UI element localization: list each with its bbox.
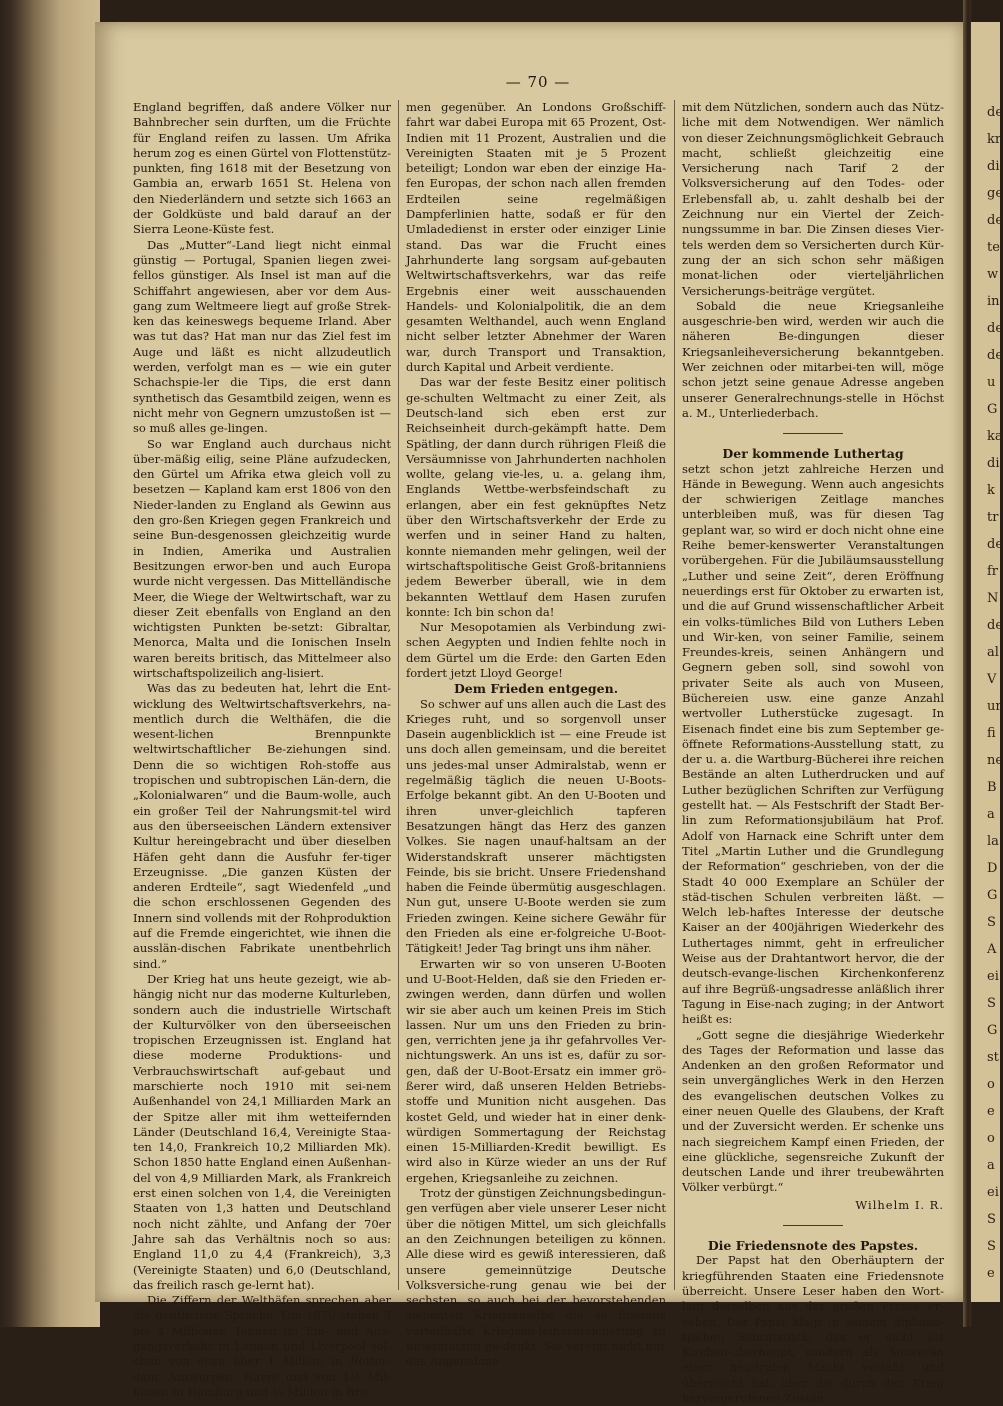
article-heading-frieden: Dem Frieden entgegen. (453, 681, 619, 697)
adjacent-page-fragment: o (987, 1077, 995, 1092)
paragraph: Das war der feste Besitz einer politisch ge-schulten Weltmacht zu einer Zeit, als Deutsch-land sich eben erst zur Reichseinheit durch-gekämpft hatte. Dem Spätling, der dann durch rührigen Fleiß die Versäumnisse von Jahrhunderten nachholen wollte, gelang vie-les, u. a. gelang ihm, Englands Wettbe-werbsfeindschaft zu erlangen, aber ein fest geknüpftes Netz über den Wirtschaftsverkehr der Erde zu werfen und in seiner Hand zu halten, konnte niemanden mehr gelingen, weil der wirtschaftspolitische Geist Groß-britanniens jedem Bewerber überall, wie in dem bekannten Wettlauf dem Hasen zurufen konnte: Ich bin schon da! (406, 375, 666, 619)
adjacent-page-fragment: di (987, 456, 1000, 471)
section-divider (783, 1225, 843, 1226)
adjacent-page-fragment: G (987, 1023, 998, 1038)
book-spine-edge (0, 0, 100, 1327)
adjacent-page-fragment: o (987, 1131, 995, 1146)
adjacent-page-fragment: la (987, 834, 999, 849)
paragraph: „Gott segne die diesjährige Wiederkehr des Tages der Reformation und lasse das Andenken an den großen Reformator und sein unvergängliches Werk in den Herzen des evangelischen deutschen Volkes zu einer neuen Quelle des Glaubens, der Kraft und der Zuversicht werden. Er schenke uns nach siegreichem Kampf einen Frieden, der eine glückliche, segensreiche Zukunft der deutschen Lande und ihrer treubewährten Völker verbürgt.“ (682, 1027, 944, 1195)
adjacent-page-fragment: di (987, 159, 1000, 174)
adjacent-page-fragment: G (987, 402, 998, 417)
paragraph: Was das zu bedeuten hat, lehrt die Ent-wicklung des Weltwirtschaftsverkehrs, na-mentlich durch die Welthäfen, die die wesent-lichen Brennpunkte weltwirtschaftlicher Be-ziehungen sind. Denn die so wichtigen Roh-stoffe aus tropischen und subtropischen Län-dern, die „Kolonialwaren“ und die Baum-wolle, auch ein großer Teil der Nahrungsmit-tel wird aus den überseeischen Ländern extensiver Kultur hereingebracht und über dieselben Häfen geht dann die Ausfuhr fer-tiger Erzeugnisse. „Die ganzen Küsten der anderen Erdteile“, sagt Wiedenfeld „und die schon erschlossenen Gegenden des Innern sind vollends mit der Rohproduktion auf die Fremde eingerichtet, wie ihnen die ausslän-dischen Fabrikate unentbehrlich sind.“ (133, 681, 391, 971)
adjacent-page-fragment: e (987, 1266, 995, 1281)
column-rule (398, 100, 399, 1290)
paragraph: setzt schon jetzt zahlreiche Herzen und Hände in Bewegung. Wenn auch angesichts der schwierigen Zeitlage manches unterbleiben muß, was für diesen Tag geplant war, so wird er doch nicht ohne eine Reihe bemer-kenswerter Veranstaltungen vorübergehen. Für die Jubiläumsausstellung „Luther und seine Zeit“, deren Eröffnung neuerdings erst für Oktober zu erwarten ist, und die auf Grund wissenschaftlicher Arbeit ein volks-tümliches Bild von Luthers Leben und Wir-ken, von seiner Familie, seinem Freundes-kreis, seinen Anhängern und Gegnern geben soll, sind sowohl von privater Seite als auch von Museen, Büchereien usw. eine ganze Anzahl wertvoller Lutherstücke zugesagt. In Eisenach findet eine bis zum September ge-öffnete Reformations-Ausstellung statt, zu der u. a. die Wartburg-Bücherei ihre reichen Bestände an alten Lutherdrucken und auf Luther bezüglichen Schriften zur Verfügung gestellt hat. — Als Festschrift der Stadt Ber-lin zum Reformationsjubiläum hat Prof. Adolf von Harnack eine Schrift unter dem Titel „Martin Luther und die Grundlegung der Reformation“ geschrieben, von der die Stadt 40 000 Exemplare an Schüler der städ-tischen Schulen verbreiten läßt. — Welch leb-haftes Interesse der deutsche Kaiser an der 400jährigen Wiederkehr des Luthertages nimmt, geht in erfreulicher Weise aus der Drahtantwort hervor, die der deutsch-evange-lischen Kirchenkonferenz auf ihre Begrüß-ungsadresse anläßlich ihrer Tagung in Eise-nach zuging; in der Antwort heißt es: (682, 461, 944, 1027)
adjacent-page-fragment: B (987, 780, 997, 795)
column-1 (133, 100, 391, 1399)
column-rule (674, 100, 675, 1290)
paragraph: So schwer auf uns allen auch die Last des Krieges ruht, und so sorgenvoll unser Dasein augenblicklich ist — eine Freude ist uns doch allen gemeinsam, und die bereitet uns jedes-mal unser Admiralstab, wenn er regelmäßig täglich die neuen U-Boots-Erfolge bekannt gibt. An den U-Booten und ihren unver-gleichlich tapferen Besatzungen hängt das Herz des ganzen Volkes. Sie nagen unauf-haltsam an der Widerstandskraft unserer mächtigsten Feinde, bis sie bricht. Unsere Friedenshand haben die Feinde übermütig ausgeschlagen. Nun gut, unsere U-Boote werden sie zum Frieden zwingen. Keine sichere Gewähr für den Frieden als eine er-folgreiche U-Boot-Tätigkeit! Jeder Tag bringt uns ihm näher. (406, 696, 666, 956)
adjacent-page-fragment: ka (987, 429, 1003, 444)
adjacent-page-fragment: kr (987, 132, 1002, 147)
adjacent-page-fragment: in (987, 294, 1000, 309)
paragraph: mit dem Nützlichen, sondern auch das Nütz-liche mit dem Notwendigen. Wer nämlich von dieser Zeichnungsmöglichkeit Gebrauch macht, schließt gleichzeitig eine Versicherung nach Tarif 2 der Volksversicherung auf den Todes- oder Erlebensfall ab, u. zahlt deshalb bei der Zeichnung nur ein Viertel der Zeich-nungssumme in bar. Die Zinsen dieses Vier-tels werden dem so Versicherten durch Kür-zung der an sich schon sehr mäßigen monat-lichen oder vierteljährlichen Versicherungs-beiträge vergütet. (682, 100, 944, 298)
adjacent-page-fragment: ne (987, 753, 1003, 768)
article-heading-papst: Die Friedensnote des Papstes. (707, 1238, 919, 1254)
adjacent-page-edge (971, 22, 1003, 1302)
adjacent-page-fragment: de (987, 213, 1003, 228)
column-3 (682, 100, 944, 1406)
adjacent-page-fragment: ge (987, 186, 1003, 201)
adjacent-page-fragment: de (987, 105, 1003, 120)
article-heading-luther: Der kommende Luthertag (722, 446, 904, 462)
paragraph: Der Krieg hat uns heute gezeigt, wie ab-hängig nicht nur das moderne Kulturleben, sondern auch die industrielle Wirtschaft der Kulturvölker von den überseeischen tropischen Erzeugnissen ist. England hat diese moderne Produktions- und Verbrauchswirtschaft auf-gebaut und marschierte noch 1910 mit sei-nem Außenhandel von 24,1 Milliarden Mark an der Spitze aller mit ihm wetteifernden Länder (Deutschland 16,4, Vereinigte Staa-ten 14,0, Frankreich 10,2 Milliarden Mk). Schon 1850 hatte England einen Außenhan-del von 4,9 Milliarden Mark, als Frankreich erst einen solchen von 1,4, die Vereinigten Staaten von 1,3 hatten und Deutschland noch nicht zählte, und Anfang der 70er Jahre sah das Verhältnis noch so aus: England 11,0 zu 4,4 (Frankreich), 3,3 (Vereinigte Staaten) und 6,0 (Deutschland, das freilich rasch ge-lernt hat). (133, 971, 391, 1292)
adjacent-page-fragment: de (987, 348, 1003, 363)
adjacent-page-fragment: st (987, 1050, 999, 1065)
paragraph: So war England auch durchaus nicht über-mäßig eilig, seine Pläne aufzudecken, den Gürtel um Afrika etwa gleich voll zu besetzen — Kapland kam erst 1806 von den Nieder-landen zu England als Gewinn aus den gro-ßen Kriegen gegen Frankreich und seine Bun-desgenossen gleichzeitig wurde in Indien, Amerika und Australien Besitzungen erwor-ben und auch Europa wurde nicht vergessen. Das Mittelländische Meer, die Wiege der Weltwirtschaft, war zu dieser Zeit ebenfalls von England an den wichtigsten Punkten be-setzt: Gibraltar, Menorca, Malta und die Ionischen Inseln waren bereits britisch, das Mittelmeer also wirtschaftspolizeilich ang-lisiert. (133, 436, 391, 680)
signature: Wilhelm I. R. (855, 1197, 944, 1212)
adjacent-page-fragment: S (987, 1212, 996, 1227)
adjacent-page-fragment: G (987, 888, 998, 903)
adjacent-page-fragment: ei (987, 969, 999, 984)
paragraph: England begriffen, daß andere Völker nur Bahnbrecher sein durften, um die Früchte für England reifen zu lassen. Um Afrika herum zog es einen Gürtel von Flottenstütz-punkten, fing 1618 mit der Besetzung von Gambia an, erwarb 1651 St. Helena von den Niederländern und setzte sich 1663 an der Goldküste und bald darauf an der Sierra Leone-Küste fest. (133, 100, 391, 237)
paragraph: Das „Mutter“-Land liegt nicht einmal günstig — Portugal, Spanien liegen zwei-fellos günstiger. Als Insel ist man auf die Schiffahrt angewiesen, aber vor dem Aus-gang zum Weltmeere liegt auf große Strek-ken das keineswegs bequeme Irland. Aber was tut das? Hat man nur das Ziel fest im Auge und läßt es nicht allzudeutlich werden, verfolgt man es — wie ein guter Schachspie-ler die Tips, die erst dann synthetisch das Gesamtbild zeigen, wenn es nicht mehr von Gegnern umzustoßen ist — so muß alles ge-lingen. (133, 237, 391, 436)
adjacent-page-fragment: k (987, 483, 995, 498)
adjacent-page-fragment: e (987, 1104, 995, 1119)
paragraph: Nur Mesopotamien als Verbindung zwi-schen Aegypten und Indien fehlte noch in dem Gürtel um die Erde: den Garten Eden fordert jetzt Lloyd George! (406, 620, 666, 680)
paragraph: Erwarten wir so von unseren U-Booten und U-Boot-Helden, daß sie den Frieden er-zwingen werden, dann dürfen und wollen wir sie aber auch um keinen Preis im Stich lassen. Nur um uns den Frieden zu brin-gen, verrichten jene ja ihr gefahrvolles Ver-nichtungswerk. An uns ist es, dafür zu sor-gen, daß der U-Boot-Ersatz ein immer grö-ßerer wird, daß unseren Helden Betriebs-stoffe und Munition nicht ausgehen. Das kostet Geld, und wieder hat in einer denk-würdigen Sommertagung der Reichstag einen 15-Milliarden-Kredit bewilligt. Es wird also in Kürze wieder an uns der Ruf ergehen, Kriegsanleihe zu zeichnen. (406, 956, 666, 1185)
adjacent-page-fragment: fi (987, 726, 996, 741)
section-divider (783, 433, 843, 434)
paragraph: Sobald die neue Kriegsanleihe ausgeschrie-ben wird, werden wir auch die näheren Be-dingungen dieser Kriegsanleiheversicherung bekanntgeben. Wer zeichnen oder mitarbei-ten will, möge schon jetzt seine genaue Adresse angeben unserer Generalrechnungs-stelle in Höchst a. M., Unterliederbach. (682, 298, 944, 420)
page-number: — 70 — (505, 73, 571, 91)
adjacent-page-fragment: de (987, 321, 1003, 336)
adjacent-page-fragment: a (987, 1158, 995, 1173)
adjacent-page-fragment: ei (987, 1185, 999, 1200)
paragraph: Der Papst hat den Oberhäuptern der kriegführenden Staaten eine Friedensnote überreicht. Unsere Leser haben den Wort-laut derselben aus der großen Presse er-sehen. Der Papst klagt in seinem diploma-tischen Schriftstück, das er nicht als Kirchen-oberhaupt, sondern als Souverän einer neu-tralen Macht verfaßt und überreicht hat, über die durch den Krieg hervorgerufenen Zustän- (682, 1253, 944, 1406)
adjacent-page-fragment: S (987, 1239, 996, 1254)
adjacent-page-fragment: ur (987, 699, 1002, 714)
book-gutter (963, 0, 971, 1327)
adjacent-page-fragment: de (987, 618, 1003, 633)
adjacent-page-fragment: te (987, 240, 1000, 255)
paragraph: Trotz der günstigen Zeichnungsbedingun-gen verfügen aber viele unserer Leser nicht über die nötigen Mittel, um sich gleichfalls an den Zeichnungen beteiligen zu können. Alle diese wird es gewiß interessieren, daß unsere gemeinnützige Deutsche Volksversiche-rung genau wie bei der sechsten, so auch bei der bevorstehenden siebenten Kriegsanleihe die so überaus vorteilhafte Kriegsan-leiheversicherung zu unterstützen ge-denkt. Sie vereint nicht nur das Angenehme (406, 1186, 666, 1369)
adjacent-page-fragment: N (987, 591, 999, 606)
column-2 (406, 100, 666, 1369)
adjacent-page-fragment: S (987, 996, 996, 1011)
adjacent-page-fragment: tr (987, 510, 999, 525)
adjacent-page-fragment: A (987, 942, 997, 957)
paragraph: Die Ziffern der Welthäfen sprechen aber die deutlichste Sprache. Um 1870 stehen 3 bis 4 Millionen Tonnen im Ein- und Aus-gangsverkehr in London und Liverpool sol-chen von etwa über 1 Million in Rotter-dam, Antwerpen, Havre und von 1½ Mil-lionen in Hamburg und ½ Million in Bre- (133, 1293, 391, 1399)
adjacent-page-fragment: de (987, 537, 1003, 552)
adjacent-page-fragment: V (987, 672, 997, 687)
adjacent-page-fragment: a (987, 807, 995, 822)
adjacent-page-fragment: S (987, 915, 996, 930)
paragraph: men gegenüber. An Londons Großschiff-fahrt war dabei Europa mit 65 Prozent, Ost-Indien mit 11 Prozent, Australien und die Vereinigten Staaten mit je 5 Prozent beteiligt; London war eben der einzige Ha-fen Europas, der schon nach allen fremden Erdteilen seine regelmäßigen Dampferlinien hatte, sodaß er für den Umladedienst in erster oder einziger Linie stand. Das war die Frucht eines Jahrhunderte lang sorgsam auf-gebauten Weltwirtschaftsverkehrs, war das reife Ergebnis einer weit ausschauenden Handels- und Kolonialpolitik, die an dem gesamten Welthandel, auch wenn England nicht selber letzter Abnehmer der Waren war, durch Transport und Transaktion, durch Kapital und Arbeit verdiente. (406, 100, 666, 375)
adjacent-page-fragment: u (987, 375, 996, 390)
adjacent-page-fragment: w (987, 267, 999, 282)
adjacent-page-fragment: fr (987, 564, 999, 579)
adjacent-page-fragment: al (987, 645, 999, 660)
adjacent-page-fragment: D (987, 861, 998, 876)
